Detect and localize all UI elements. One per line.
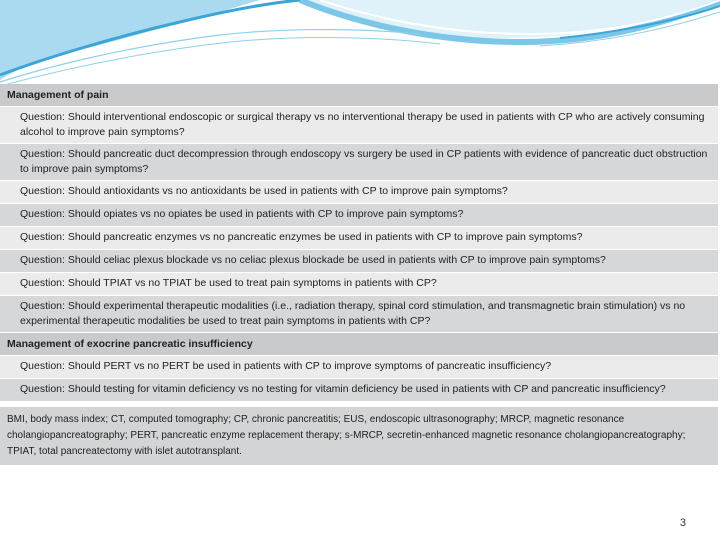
question-row: Question: Should celiac plexus blockade vs no celiac plexus blockade be used in patients with CP to improve pain symptoms? [0,250,718,273]
question-row: Question: Should PERT vs no PERT be used in patients with CP to improve symptoms of pancreatic insufficiency? [0,356,718,379]
section-heading-pain: Management of pain [0,84,718,107]
question-row: Question: Should TPIAT vs no TPIAT be used to treat pain symptoms in patients with CP? [0,273,718,296]
questions-table [0,84,718,465]
page-number: 3 [679,517,686,529]
section-heading-exocrine: Management of exocrine pancreatic insufficiency [0,333,718,356]
question-row: Question: Should opiates vs no opiates be used in patients with CP to improve pain symptoms? [0,204,718,227]
question-row: Question: Should testing for vitamin deficiency vs no testing for vitamin deficiency be used in patients with CP and pancreatic insufficiency? [0,379,718,402]
decorative-header-swoosh [0,0,720,95]
abbreviations-footnote: BMI, body mass index; CT, computed tomography; CP, chronic pancreatitis; EUS, endoscopic ultrasonography; MRCP, magnetic resonance cholangiopancreatography; PERT, pancreatic enzyme replacement therapy; s-MRCP, secretin-enhanced magnetic resonance cholangiopancreatography; TPIAT, total pancreatectomy with islet autotransplant. [0,407,718,465]
question-row: Question: Should antioxidants vs no antioxidants be used in patients with CP to improve pain symptoms? [0,181,718,204]
question-row: Question: Should pancreatic duct decompression through endoscopy vs surgery be used in CP patients with evidence of pancreatic duct obstruction to improve pain symptoms? [0,144,718,181]
question-row: Question: Should experimental therapeutic modalities (i.e., radiation therapy, spinal cord stimulation, and transmagnetic brain stimulation) vs no experimental therapeutic modalities be used to treat pain symptoms in patients with CP? [0,296,718,333]
question-row: Question: Should interventional endoscopic or surgical therapy vs no interventional therapy be used in patients with CP who are actively consuming alcohol to improve pain symptoms? [0,107,718,144]
question-row: Question: Should pancreatic enzymes vs no pancreatic enzymes be used in patients with CP to improve pain symptoms? [0,227,718,250]
